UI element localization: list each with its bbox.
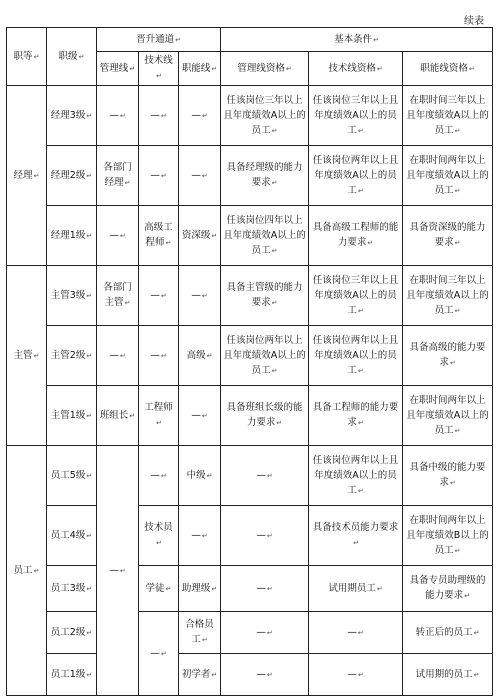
technical-qual-cell: 任该岗位三年以上且年度绩效A以上的员工 ↵ xyxy=(309,266,403,326)
functional-cell: 中级 ↵ xyxy=(179,446,221,506)
management-qual-cell: — ↵ xyxy=(221,506,309,566)
technical-qual-cell: 任该岗位三年以上且年度绩效A以上的员工 ↵ xyxy=(309,86,403,146)
functional-qual-cell: 在职时间两年以上且年度绩效A以上的员工 ↵ xyxy=(403,146,493,206)
management-qual-cell: — ↵ xyxy=(221,566,309,612)
header-management: 管理线 ↵ xyxy=(97,52,139,86)
grade-cell: 主管1级 ↵ xyxy=(47,386,97,446)
technical-cell: 高级工程师 ↵ xyxy=(139,206,179,266)
technical-cell: 工程师 ↵ xyxy=(139,386,179,446)
table-row xyxy=(7,612,493,654)
management-cell: — ↵ xyxy=(97,446,139,696)
grade-cell: 经理2级 ↵ xyxy=(47,146,97,206)
functional-cell: — ↵ xyxy=(179,146,221,206)
technical-qual-cell: — ↵ xyxy=(309,612,403,654)
technical-cell: — ↵ xyxy=(139,86,179,146)
table-row xyxy=(7,86,493,146)
management-cell: 班组长 ↵ xyxy=(97,386,139,446)
management-qual-cell: — ↵ xyxy=(221,446,309,506)
management-cell: — ↵ xyxy=(97,326,139,386)
grade-cell: 经理1级 ↵ xyxy=(47,206,97,266)
functional-qual-cell: 试用期的员工 ↵ xyxy=(403,654,493,696)
functional-qual-cell: 具备资深级的能力要求 ↵ xyxy=(403,206,493,266)
management-qual-cell: 具备班组长级的能力要求 ↵ xyxy=(221,386,309,446)
technical-cell: — ↵ xyxy=(139,326,179,386)
technical-qual-cell: 试用期员工 ↵ xyxy=(309,566,403,612)
management-qual-cell: — ↵ xyxy=(221,612,309,654)
grade-cell: 员工4级 ↵ xyxy=(47,506,97,566)
management-qual-cell: 任该岗位两年以上且年度绩效A以上的员工 ↵ xyxy=(221,326,309,386)
header-basic: 基本条件 ↵ xyxy=(221,28,493,52)
functional-cell: 初学者 ↵ xyxy=(179,654,221,696)
management-cell: — ↵ xyxy=(97,86,139,146)
management-qual-cell: 任该岗位三年以上且年度绩效A以上的员工 ↵ xyxy=(221,86,309,146)
grade-cell: 主管2级 ↵ xyxy=(47,326,97,386)
table-row xyxy=(7,446,493,506)
grade-cell: 员工3级 ↵ xyxy=(47,566,97,612)
management-qual-cell: 具备主管级的能力要求 ↵ xyxy=(221,266,309,326)
technical-cell: — ↵ xyxy=(139,146,179,206)
management-cell: 各部门经理 ↵ xyxy=(97,146,139,206)
table-row xyxy=(7,146,493,206)
technical-qual-cell: 具备技术员能力要求 ↵ xyxy=(309,506,403,566)
functional-qual-cell: 在职时间三年以上且年度绩效A以上的员工 ↵ xyxy=(403,266,493,326)
functional-cell: 高级 ↵ xyxy=(179,326,221,386)
header-technical-qual: 技术线资格 ↵ xyxy=(309,52,403,86)
management-qual-cell: 具备经理级的能力要求 ↵ xyxy=(221,146,309,206)
table-row xyxy=(7,326,493,386)
management-cell: 各部门主管 ↵ xyxy=(97,266,139,326)
technical-qual-cell: 任该岗位两年以上且年度绩效A以上的员工 ↵ xyxy=(309,146,403,206)
functional-cell: — ↵ xyxy=(179,506,221,566)
functional-cell: 助理级 ↵ xyxy=(179,566,221,612)
table-row xyxy=(7,506,493,566)
functional-qual-cell: 转正后的员工 ↵ xyxy=(403,612,493,654)
functional-qual-cell: 在职时间两年以上且年度绩效A以上的员工 ↵ xyxy=(403,386,493,446)
technical-qual-cell: 具备工程师的能力要求 ↵ xyxy=(309,386,403,446)
technical-qual-cell: 具备高级工程师的能力要求 ↵ xyxy=(309,206,403,266)
technical-cell: 技术员 ↵ xyxy=(139,506,179,566)
grade-cell: 员工2级 ↵ xyxy=(47,612,97,654)
continued-label: 续表 xyxy=(464,16,484,27)
management-qual-cell: — ↵ xyxy=(221,654,309,696)
functional-cell: — ↵ xyxy=(179,386,221,446)
grade-cell: 经理3级 ↵ xyxy=(47,86,97,146)
management-cell: — ↵ xyxy=(97,206,139,266)
header-management-qual: 管理线资格 ↵ xyxy=(221,52,309,86)
job-title-cell: 主管 ↵ xyxy=(7,266,47,446)
promotion-table xyxy=(6,27,493,696)
technical-cell: — ↵ xyxy=(139,266,179,326)
technical-qual-cell: — ↵ xyxy=(309,654,403,696)
table-row xyxy=(7,266,493,326)
header-job-title: 职等 ↵ xyxy=(7,28,47,86)
functional-cell: — ↵ xyxy=(179,266,221,326)
technical-cell: — ↵ xyxy=(139,612,179,696)
grade-cell: 员工1级 ↵ xyxy=(47,654,97,696)
functional-cell: 资深级 ↵ xyxy=(179,206,221,266)
header-functional-qual: 职能线资格 ↵ xyxy=(403,52,493,86)
technical-cell: 学徒 ↵ xyxy=(139,566,179,612)
functional-qual-cell: 在职时间两年以上且年度绩效B以上的员工 ↵ xyxy=(403,506,493,566)
technical-qual-cell: 任该岗位两年以上且年度绩效A以上的员工 ↵ xyxy=(309,446,403,506)
header-promotion: 晋升通道 ↵ xyxy=(97,28,221,52)
job-title-cell: 经理 ↵ xyxy=(7,86,47,266)
technical-cell: — ↵ xyxy=(139,446,179,506)
grade-cell: 员工5级 ↵ xyxy=(47,446,97,506)
functional-qual-cell: 具备专员助理级的能力要求 ↵ xyxy=(403,566,493,612)
grade-cell: 主管3级 ↵ xyxy=(47,266,97,326)
table-row xyxy=(7,566,493,612)
technical-qual-cell: 任该岗位两年以上且年度绩效A以上的员工 ↵ xyxy=(309,326,403,386)
table-row xyxy=(7,386,493,446)
header-technical: 技术线 ↵ xyxy=(139,52,179,86)
table-row xyxy=(7,654,493,696)
header-row-1 xyxy=(7,28,493,52)
header-functional: 职能线 ↵ xyxy=(179,52,221,86)
functional-cell: 合格员工 ↵ xyxy=(179,612,221,654)
functional-qual-cell: 具备中级的能力要求 ↵ xyxy=(403,446,493,506)
functional-qual-cell: 在职时间三年以上且年度绩效A以上的员工 ↵ xyxy=(403,86,493,146)
header-grade: 职级 ↵ xyxy=(47,28,97,86)
management-qual-cell: 任该岗位四年以上且年度绩效A以上的员工 ↵ xyxy=(221,206,309,266)
functional-qual-cell: 具备高级的能力要求 ↵ xyxy=(403,326,493,386)
table-row xyxy=(7,206,493,266)
job-title-cell: 员工 ↵ xyxy=(7,446,47,696)
functional-cell: — ↵ xyxy=(179,86,221,146)
